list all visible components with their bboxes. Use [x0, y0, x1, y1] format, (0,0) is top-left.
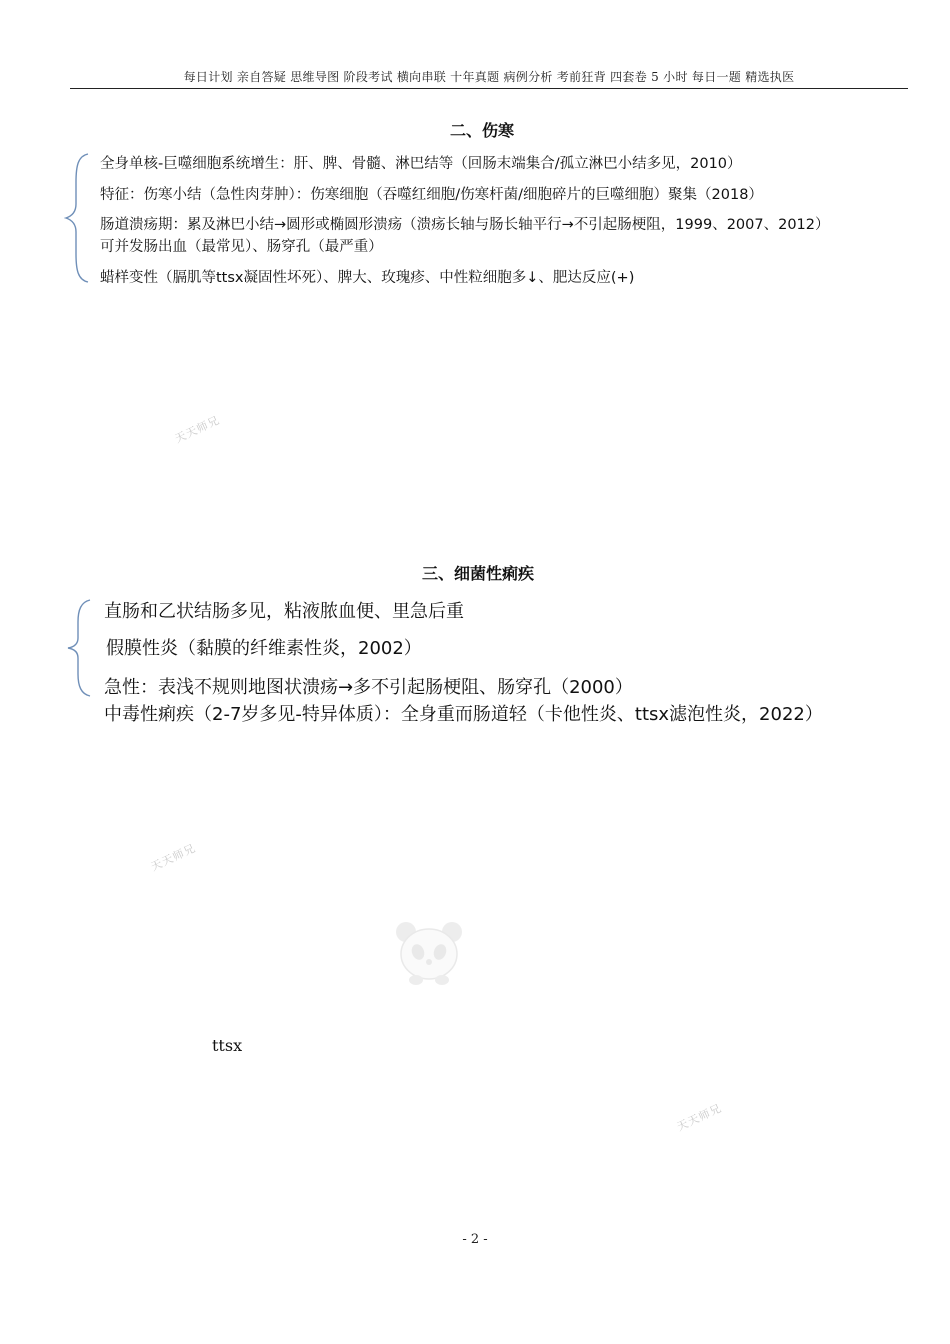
typhoid-line-1: 全身单核-巨噬细胞系统增生：肝、脾、骨髓、淋巴结等（回肠末端集合/孤立淋巴小结多见，2010）: [100, 156, 742, 172]
dysentery-line-1: 直肠和乙状结肠多见，粘液脓血便、里急后重: [104, 601, 464, 622]
dysentery-line-3: 急性：表浅不规则地图状溃疡→多不引起肠梗阻、肠穿孔（2000）: [104, 677, 633, 698]
typhoid-line-5: 蜡样变性（膈肌等ttsx凝固性坏死）、脾大、玫瑰疹、中性粒细胞多↓、肥达反应(+): [100, 270, 635, 286]
section-title-dysentery: 三、细菌性痢疾: [422, 564, 535, 583]
watermark: 天天师兄: [148, 841, 198, 874]
watermark: 天天师兄: [172, 413, 222, 446]
page-header: 每日计划 亲自答疑 思维导图 阶段考试 横向串联 十年真题 病例分析 考前狂背 四套卷 5 小时 每日一题 精选执医: [183, 70, 795, 84]
typhoid-line-2: 特征：伤寒小结（急性肉芽肿）：伤寒细胞（吞噬红细胞/伤寒杆菌/细胞碎片的巨噬细胞）聚集（2018）: [100, 187, 763, 203]
typhoid-line-3: 肠道溃疡期：累及淋巴小结→圆形或椭圆形溃疡（溃疡长轴与肠长轴平行→不引起肠梗阻，1999、2007、2012）: [100, 217, 830, 233]
section-title-typhoid: 二、伤寒: [450, 121, 515, 140]
brace-icon: [66, 598, 96, 698]
header-rule: [70, 88, 908, 89]
page-number: - 2 -: [462, 1232, 488, 1247]
typhoid-line-4: 可并发肠出血（最常见）、肠穿孔（最严重）: [100, 239, 383, 255]
dysentery-line-2: 假膜性炎（黏膜的纤维素性炎，2002）: [106, 638, 422, 659]
panda-watermark-icon: [392, 918, 466, 988]
loose-text: ttsx: [212, 1036, 243, 1055]
dysentery-line-4: 中毒性痢疾（2-7岁多见-特异体质）：全身重而肠道轻（卡他性炎、ttsx滤泡性炎，2022）: [104, 704, 823, 725]
brace-icon: [64, 152, 94, 284]
watermark: 天天师兄: [674, 1101, 724, 1134]
